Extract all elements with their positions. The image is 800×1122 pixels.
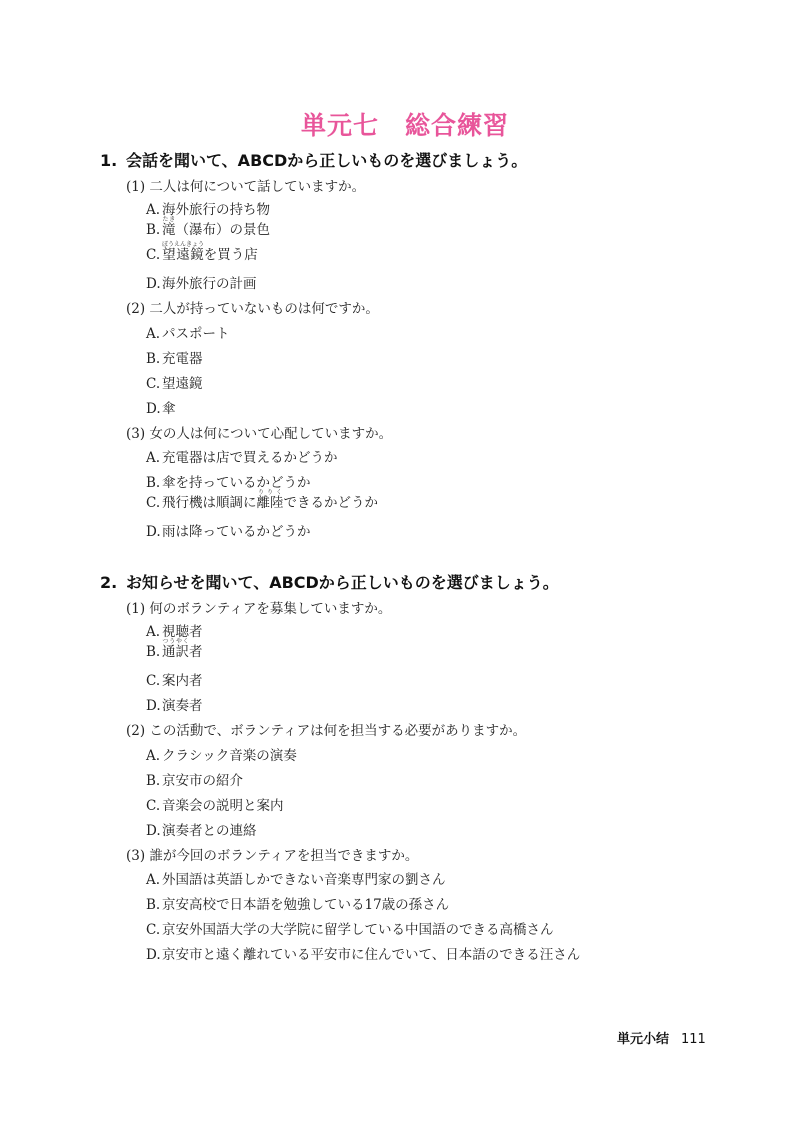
option-text: 望遠鏡: [162, 376, 203, 392]
option-text: 京安外国語大学の大学院に留学している中国語のできる高橋さん: [162, 922, 554, 938]
option-letter: D.: [146, 276, 161, 292]
question-2-1: (1) 何のボランティアを募集していますか。: [126, 601, 392, 617]
option-text: 充電器: [162, 351, 203, 367]
option-2-1-c: [146, 669, 203, 689]
option-letter: C.: [146, 798, 161, 814]
option-letter: A.: [146, 872, 161, 888]
option-1-3-a: [146, 446, 338, 466]
option-letter: C.: [146, 247, 161, 263]
option-2-1-d: [146, 694, 203, 714]
option-text: 者: [189, 644, 203, 660]
option-text: 京安市と遠く離れている平安市に住んでいて、日本語のできる汪さん: [162, 947, 581, 963]
option-1-1-c: [146, 241, 258, 263]
ruby-word: [162, 638, 189, 660]
ruby-reading: つうやく: [162, 638, 189, 645]
option-text: 演奏者: [162, 698, 203, 714]
option-text: 雨は降っているかどうか: [162, 524, 311, 540]
option-2-2-b: [146, 769, 243, 789]
question-2-3: (3) 誰が今回のボランティアを担当できますか。: [126, 848, 419, 864]
option-letter: B.: [146, 475, 161, 491]
option-1-3-d: [146, 520, 311, 540]
option-2-2-d: [146, 819, 257, 839]
option-letter: A.: [146, 450, 161, 466]
option-text: 京安市の紹介: [162, 773, 243, 789]
section-number: 2.: [100, 573, 118, 592]
option-1-1-d: [146, 272, 257, 292]
section-instruction: お知らせを聞いて、ABCDから正しいものを選びましょう。: [126, 573, 559, 592]
question-1-2: (2) 二人が持っていないものは何ですか。: [126, 301, 379, 317]
option-1-2-b: [146, 347, 203, 367]
title-name: 総合練習: [405, 111, 510, 140]
option-text: 傘を持っているかどうか: [162, 475, 311, 491]
option-1-2-c: [146, 372, 203, 392]
page-title: [0, 106, 800, 142]
option-1-1-a: [146, 198, 270, 218]
question-1-3: (3) 女の人は何について心配していますか。: [126, 426, 393, 442]
option-letter: A.: [146, 624, 161, 640]
option-text: （瀑布）の景色: [175, 222, 270, 238]
title-unit: 単元七: [300, 111, 379, 140]
option-1-2-d: [146, 397, 176, 417]
option-letter: B.: [146, 773, 161, 789]
section-1-heading: [100, 148, 527, 171]
page-footer: [617, 1028, 706, 1047]
option-2-3-c: [146, 918, 554, 938]
option-letter: C.: [146, 495, 161, 511]
ruby-word: [162, 241, 205, 263]
option-letter: D.: [146, 823, 161, 839]
ruby-base: 離陸: [256, 495, 284, 511]
option-text: を買う店: [203, 247, 258, 263]
option-text: 海外旅行の持ち物: [162, 202, 270, 218]
ruby-reading: たき: [162, 216, 176, 223]
option-2-1-a: [146, 620, 203, 640]
ruby-base: 望遠鏡: [162, 247, 205, 263]
option-text: 充電器は店で買えるかどうか: [162, 450, 338, 466]
footer-label: 単元小结: [617, 1032, 670, 1047]
option-letter: C.: [146, 376, 161, 392]
ruby-word: [256, 489, 284, 511]
option-text: 外国語は英語しかできない音楽専門家の劉さん: [162, 872, 446, 888]
option-1-2-a: [146, 322, 230, 342]
option-2-3-a: [146, 868, 446, 888]
ruby-reading: りりく: [256, 489, 284, 496]
section-instruction: 会話を聞いて、ABCDから正しいものを選びましょう。: [126, 151, 528, 170]
question-2-2: (2) この活動で、ボランティアは何を担当する必要がありますか。: [126, 723, 527, 739]
option-text: クラシック音楽の演奏: [162, 748, 297, 764]
option-2-3-b: [146, 893, 449, 913]
option-letter: A.: [146, 748, 161, 764]
option-letter: B.: [146, 897, 161, 913]
option-2-1-b: [146, 638, 203, 660]
option-letter: D.: [146, 524, 161, 540]
ruby-base: 滝: [162, 222, 176, 238]
option-letter: D.: [146, 947, 161, 963]
question-1-1: (1) 二人は何について話していますか。: [126, 179, 366, 195]
option-text: 傘: [162, 401, 176, 417]
page-number: 111: [681, 1032, 706, 1047]
option-letter: C.: [146, 922, 161, 938]
option-text: 飛行機は順調に: [162, 495, 257, 511]
option-1-3-c: [146, 489, 378, 511]
option-letter: D.: [146, 401, 161, 417]
ruby-reading: ぼうえんきょう: [162, 241, 205, 248]
option-text: 音楽会の説明と案内: [162, 798, 284, 814]
option-letter: A.: [146, 202, 161, 218]
option-letter: B.: [146, 351, 161, 367]
option-text: 演奏者との連絡: [162, 823, 257, 839]
option-letter: B.: [146, 644, 161, 660]
option-2-3-d: [146, 943, 580, 963]
option-1-3-b: [146, 471, 311, 491]
option-text: 京安高校で日本語を勉強している17歳の孫さん: [162, 897, 450, 913]
option-text: パスポート: [162, 326, 230, 342]
section-number: 1.: [100, 151, 118, 170]
option-letter: A.: [146, 326, 161, 342]
option-text: 案内者: [162, 673, 203, 689]
option-1-1-b: [146, 216, 270, 238]
option-text: 視聴者: [162, 624, 203, 640]
option-text: できるかどうか: [283, 495, 378, 511]
option-letter: C.: [146, 673, 161, 689]
option-letter: B.: [146, 222, 161, 238]
section-2-heading: [100, 570, 559, 593]
ruby-base: 通訳: [162, 644, 189, 660]
ruby-word: [162, 216, 176, 238]
option-letter: D.: [146, 698, 161, 714]
option-2-2-c: [146, 794, 284, 814]
option-text: 海外旅行の計画: [162, 276, 257, 292]
option-2-2-a: [146, 744, 297, 764]
